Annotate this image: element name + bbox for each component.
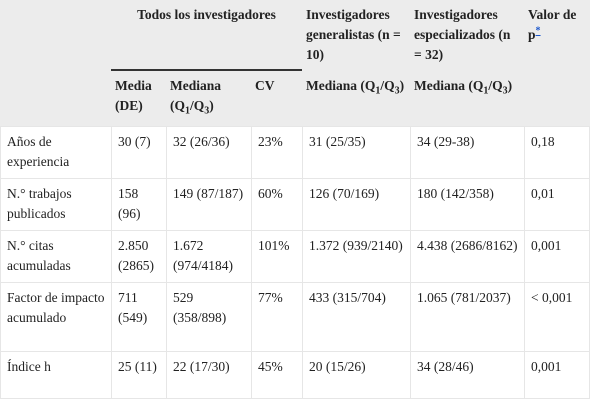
pvalue-footnote-link[interactable]: * bbox=[535, 25, 541, 37]
cell-pvalue: 0,18 bbox=[524, 126, 590, 178]
mediana-header-general: Mediana $(Q_1/Q_3)$ bbox=[306, 78, 405, 97]
cell-pvalue: 0,001 bbox=[524, 351, 590, 399]
cell-mediana: 149 (87/187) bbox=[166, 178, 251, 230]
cell-mediana: 1.672 (974/4184) bbox=[166, 230, 251, 282]
cell-general: 126 (70/169) bbox=[302, 178, 410, 230]
mediana-header-all: Mediana $(Q_1/Q_3)$ bbox=[170, 78, 222, 117]
cell-cv: 77% bbox=[251, 282, 302, 351]
row-label: N.° citas acumuladas bbox=[0, 230, 111, 282]
table-row bbox=[0, 230, 590, 282]
pvalue-header-spacer bbox=[524, 71, 590, 126]
cell-specialized: 34 (29-38) bbox=[410, 126, 524, 178]
cell-mediana: 22 (17/30) bbox=[166, 351, 251, 399]
cell-general: 31 (25/35) bbox=[302, 126, 410, 178]
cell-specialized: 1.065 (781/2037) bbox=[410, 282, 524, 351]
media-header: Media (DE) bbox=[115, 78, 152, 113]
cell-media: 30 (7) bbox=[111, 126, 166, 178]
group-specialized-researchers: Investigadores especializados (n = 32) bbox=[414, 7, 511, 62]
cell-specialized: 4.438 (2686/8162) bbox=[410, 230, 524, 282]
cell-media: 2.850 (2865) bbox=[111, 230, 166, 282]
cell-general: 433 (315/704) bbox=[302, 282, 410, 351]
cv-header: CV bbox=[255, 78, 275, 93]
pvalue-label: Valor de p bbox=[528, 7, 577, 42]
cell-pvalue: 0,001 bbox=[524, 230, 590, 282]
row-label: Años de experiencia bbox=[0, 126, 111, 178]
cell-cv: 23% bbox=[251, 126, 302, 178]
group-all-researchers: Todos los investigadores bbox=[111, 0, 302, 71]
table-row bbox=[0, 178, 590, 230]
pvalue-header bbox=[524, 0, 590, 71]
group-general-researchers: Investigadores generalistas (n = 10) bbox=[306, 7, 401, 62]
table-row bbox=[0, 126, 590, 178]
cell-media: 158 (96) bbox=[111, 178, 166, 230]
cell-specialized: 34 (28/46) bbox=[410, 351, 524, 399]
cell-cv: 45% bbox=[251, 351, 302, 399]
mediana-header-specialized: Mediana $(Q_1/Q_3)$ bbox=[414, 78, 513, 97]
row-label: Índice h bbox=[0, 351, 111, 399]
table-row bbox=[0, 351, 590, 399]
cell-media: 711 (549) bbox=[111, 282, 166, 351]
cell-specialized: 180 (142/358) bbox=[410, 178, 524, 230]
cell-media: 25 (11) bbox=[111, 351, 166, 399]
cell-general: 20 (15/26) bbox=[302, 351, 410, 399]
cell-pvalue: 0,01 bbox=[524, 178, 590, 230]
cell-cv: 101% bbox=[251, 230, 302, 282]
cell-mediana: 32 (26/36) bbox=[166, 126, 251, 178]
cell-pvalue: < 0,001 bbox=[524, 282, 590, 351]
cell-general: 1.372 (939/2140) bbox=[302, 230, 410, 282]
row-label: N.° trabajos publicados bbox=[0, 178, 111, 230]
table-row bbox=[0, 282, 590, 351]
empty-corner-cell bbox=[0, 0, 111, 126]
header-row-groups bbox=[0, 0, 590, 71]
cell-mediana: 529 (358/898) bbox=[166, 282, 251, 351]
row-label: Factor de impacto acumulado bbox=[0, 282, 111, 351]
cell-cv: 60% bbox=[251, 178, 302, 230]
